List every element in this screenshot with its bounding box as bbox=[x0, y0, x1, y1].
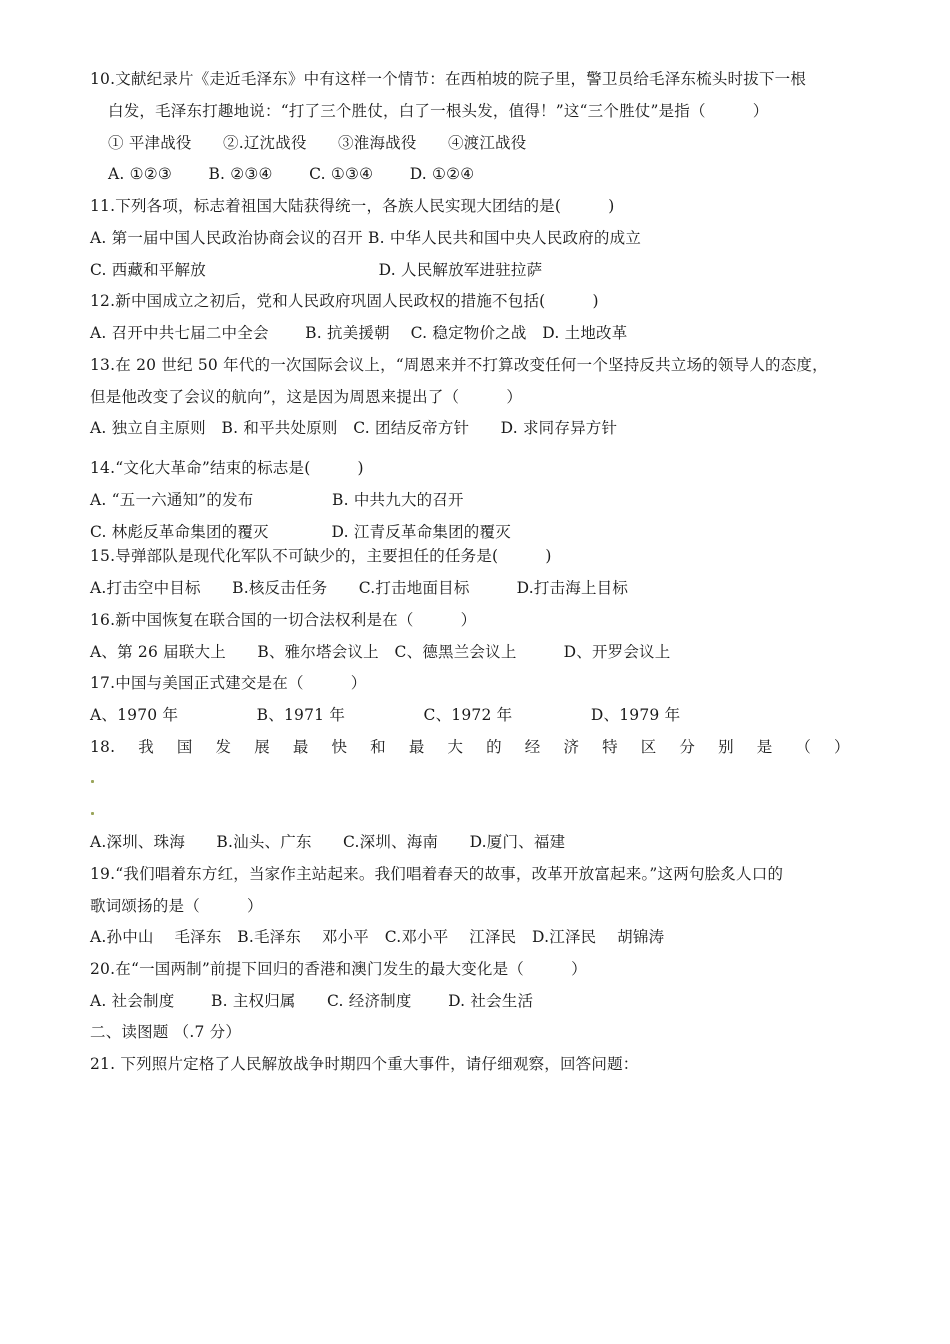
q16-options: A、第 26 届联大上 B、雅尔塔会议上 C、德黑兰会议上 D、开罗会议上 bbox=[90, 643, 671, 661]
q14-stem: 14.“文化大革命”结束的标志是( ) bbox=[90, 459, 364, 477]
q18-char: 分 bbox=[679, 738, 696, 756]
q19-stem-line2: 歌词颂扬的是（ ） bbox=[90, 897, 263, 915]
q18-char: 经 bbox=[524, 738, 541, 756]
q18-char: 最 bbox=[408, 738, 425, 756]
q15-stem: 15.导弹部队是现代化军队不可缺少的，主要担任的任务是( ) bbox=[90, 547, 552, 565]
section-heading: 二、读图题 （.7 分） bbox=[90, 1023, 242, 1041]
q18-char: ） bbox=[834, 738, 850, 756]
q18-char: 大 bbox=[447, 738, 464, 756]
q13-stem-line2: 但是他改变了会议的航向”，这是因为周恩来提出了（ ） bbox=[90, 388, 523, 406]
q18-char: 快 bbox=[331, 738, 348, 756]
q11-options-cd: C. 西藏和平解放 D. 人民解放军进驻拉萨 bbox=[90, 261, 543, 279]
q13-stem-line1: 13.在 20 世纪 50 年代的一次国际会议上，“周恩来并不打算改变任何一个坚持反共立场的领导人的态度， bbox=[90, 356, 828, 374]
q18-char: 发 bbox=[215, 738, 232, 756]
q18-options: A.深圳、珠海 B.汕头、广东 C.深圳、海南 D.厦门、福建 bbox=[90, 833, 566, 851]
q13-options: A. 独立自主原则 B. 和平共处原则 C. 团结反帝方针 D. 求同存异方针 bbox=[90, 419, 618, 437]
stray-mark bbox=[91, 812, 94, 815]
q18-char: 我 bbox=[138, 738, 154, 756]
q17-stem: 17.中国与美国正式建交是在（ ） bbox=[90, 674, 367, 692]
q18-char: 18. bbox=[90, 738, 116, 756]
q20-options: A. 社会制度 B. 主权归属 C. 经济制度 D. 社会生活 bbox=[90, 992, 534, 1010]
q18-char: 是 bbox=[756, 738, 773, 756]
q14-options-ab: A. “五一六通知”的发布 B. 中共九大的召开 bbox=[90, 491, 464, 509]
q15-options: A.打击空中目标 B.核反击任务 C.打击地面目标 D.打击海上目标 bbox=[90, 579, 629, 597]
q10-items: ① 平津战役 ②.辽沈战役 ③淮海战役 ④渡江战役 bbox=[108, 134, 527, 152]
q18-char: 国 bbox=[176, 738, 193, 756]
q11-stem: 11.下列各项，标志着祖国大陆获得统一，各族人民实现大团结的是( ) bbox=[90, 197, 615, 215]
q18-char: 和 bbox=[370, 738, 386, 756]
q11-options-ab: A. 第一届中国人民政治协商会议的召开 B. 中华人民共和国中央人民政府的成立 bbox=[90, 229, 642, 247]
q18-char: 区 bbox=[640, 738, 657, 756]
q18-char: （ bbox=[795, 738, 812, 756]
q20-stem: 20.在“一国两制”前提下回归的香港和澳门发生的最大变化是（ ） bbox=[90, 960, 587, 978]
q18-char: 展 bbox=[254, 738, 270, 756]
q12-stem: 12.新中国成立之初后，党和人民政府巩固人民政权的措施不包括( ) bbox=[90, 292, 599, 310]
q18-char: 别 bbox=[718, 738, 734, 756]
q10-stem-line2: 白发，毛泽东打趣地说：“打了三个胜仗，白了一根头发，值得！”这“三个胜仗”是指（ ） bbox=[108, 102, 769, 120]
q10-stem-line1: 10.文献纪录片《走近毛泽东》中有这样一个情节：在西柏坡的院子里，警卫员给毛泽东梳头时拔下一根 bbox=[90, 70, 807, 88]
q16-stem: 16.新中国恢复在联合国的一切合法权利是在（ ） bbox=[90, 611, 477, 629]
q14-options-cd: C. 林彪反革命集团的覆灭 D. 江青反革命集团的覆灭 bbox=[90, 523, 511, 541]
q18-char: 济 bbox=[563, 738, 580, 756]
q19-options: A.孙中山 毛泽东 B.毛泽东 邓小平 C.邓小平 江泽民 D.江泽民 胡锦涛 bbox=[90, 928, 665, 946]
stray-mark bbox=[91, 780, 94, 783]
q21-stem: 21. 下列照片定格了人民解放战争时期四个重大事件，请仔细观察，回答问题： bbox=[90, 1055, 639, 1073]
q18-stem bbox=[90, 737, 850, 757]
q18-char: 最 bbox=[292, 738, 309, 756]
q10-options: A. ①②③ B. ②③④ C. ①③④ D. ①②④ bbox=[108, 165, 475, 183]
q18-char: 的 bbox=[486, 738, 502, 756]
q19-stem-line1: 19.“我们唱着东方红，当家作主站起来。我们唱着春天的故事，改革开放富起来。”这两句脍炙人口的 bbox=[90, 865, 784, 883]
q12-options: A. 召开中共七届二中全会 B. 抗美援朝 C. 稳定物价之战 D. 土地改革 bbox=[90, 324, 628, 342]
q17-options: A、1970 年 B、1971 年 C、1972 年 D、1979 年 bbox=[90, 706, 681, 724]
q18-char: 特 bbox=[602, 738, 618, 756]
